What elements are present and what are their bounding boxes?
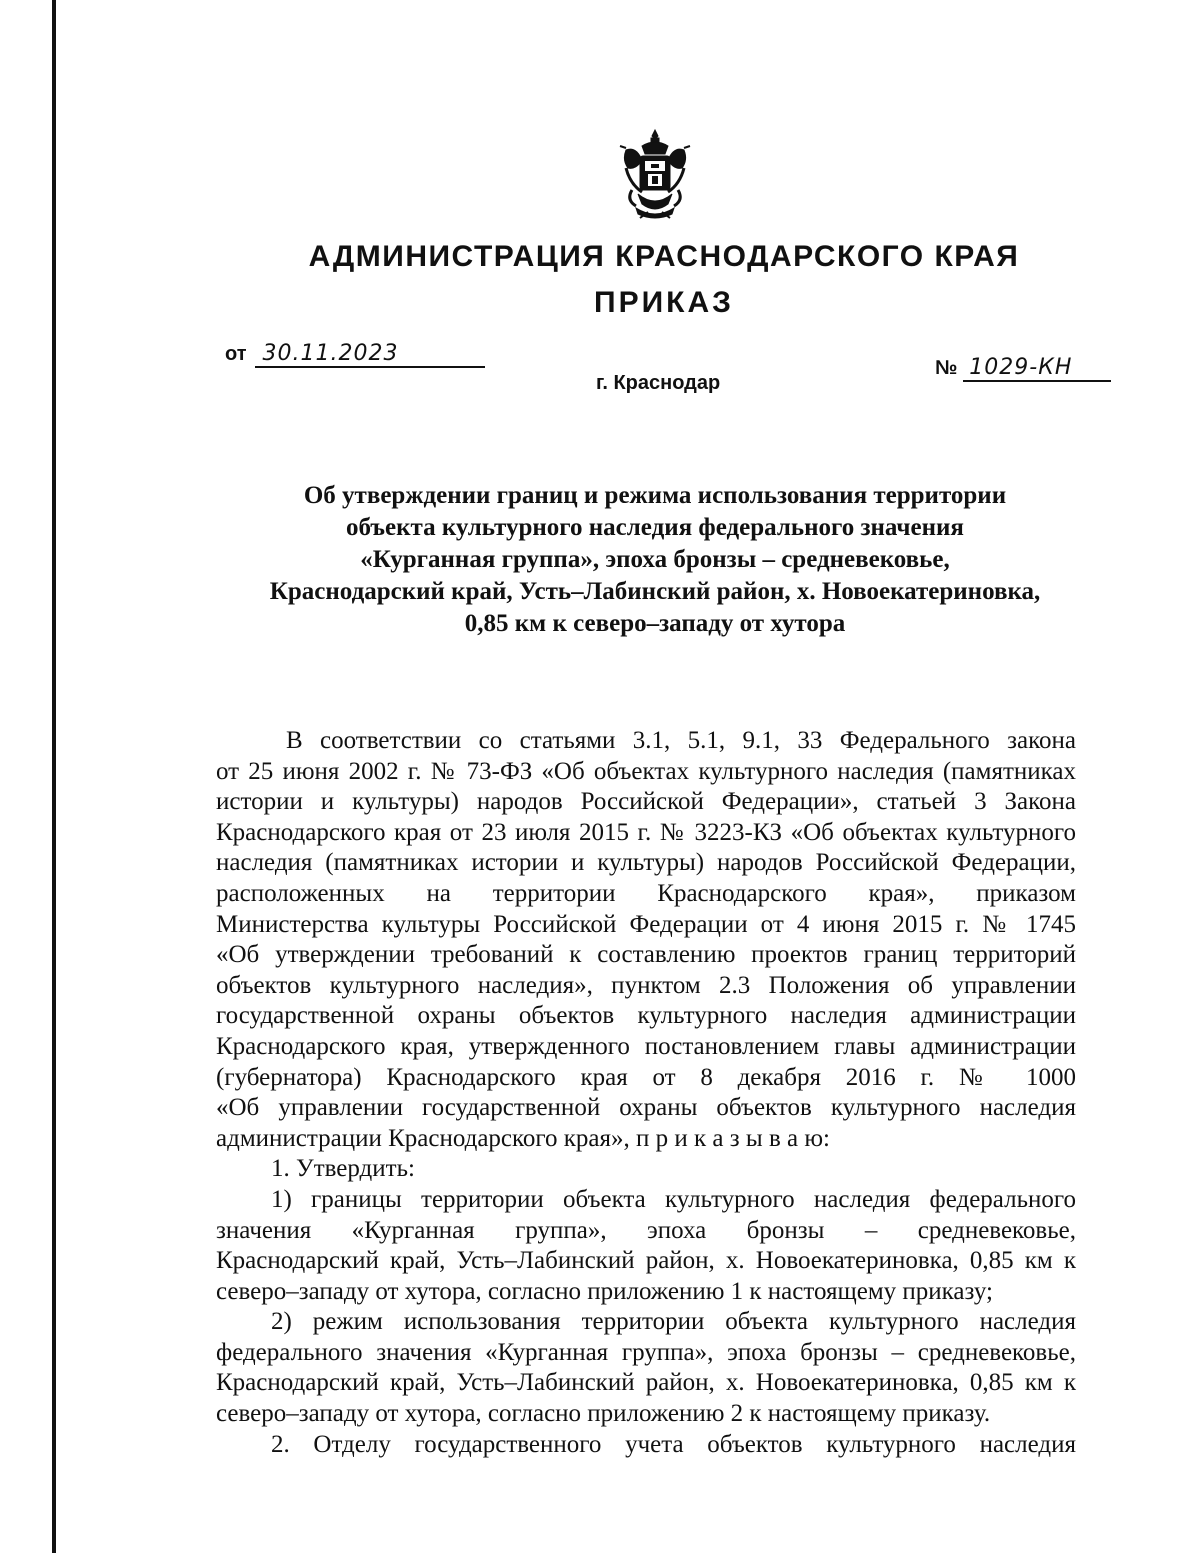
body-line: «Об управлении государственной охраны объектов культурного наследия [216, 1094, 1076, 1122]
body-line: Краснодарского края, утвержденного постановлением главы администрации [216, 1032, 1076, 1060]
document-type: ПРИКАЗ [594, 286, 734, 319]
body-line: 1) границы территории объекта культурного наследия федерального [271, 1185, 1076, 1213]
body-line: «Об утверждении требований к составлению проектов границ территорий [216, 941, 1076, 969]
body-line: 2) режим использования территории объекта культурного наследия [271, 1308, 1076, 1336]
organization-name: АДМИНИСТРАЦИЯ КРАСНОДАРСКОГО КРАЯ [308, 240, 1020, 273]
body-line: Краснодарский край, Усть–Лабинский район, х. Новоекатериновка, 0,85 км к [216, 1247, 1076, 1275]
body-line: Министерства культуры Российской Федерации от 4 июня 2015 г. № 1745 [216, 910, 1076, 938]
body-line: государственной охраны объектов культурного наследия администрации [216, 1002, 1076, 1030]
page-margin-rule [52, 0, 56, 1553]
body-line: федерального значения «Курганная группа», эпоха бронзы – средневековье, [216, 1338, 1076, 1366]
coat-of-arms-emblem [618, 128, 692, 220]
body-line: истории и культуры) народов Российской Федерации», статьей 3 Закона [216, 788, 1076, 816]
body-line: (губернатора) Краснодарского края от 8 декабря 2016 г. № 1000 [216, 1063, 1076, 1091]
body-line: В соответствии со статьями 3.1, 5.1, 9.1, 33 Федерального закона [286, 727, 1076, 754]
body-line: северо–западу от хутора, согласно приложению 2 к настоящему приказу. [216, 1400, 991, 1428]
body-line: 2. Отделу государственного учета объектов культурного наследия [271, 1430, 1076, 1458]
body-line: северо–западу от хутора, согласно приложению 1 к настоящему приказу; [216, 1277, 993, 1305]
body-line: объектов культурного наследия», пунктом 2.3 Положения об управлении [216, 971, 1076, 999]
number-field [935, 356, 1111, 382]
date-field [225, 342, 485, 368]
date-label: от [225, 343, 247, 365]
body-line: администрации Краснодарского края», п р и к а з ы в а ю: [216, 1124, 830, 1152]
body-line: Краснодарского края от 23 июля 2015 г. № 3223-КЗ «Об объектах культурного [216, 818, 1076, 846]
body-line: расположенных на территории Краснодарского края», приказом [216, 879, 1076, 907]
date-value: 30.11.2023 [255, 342, 485, 368]
title-line: объекта культурного наследия федерального значения [346, 514, 964, 541]
title-line: Об утверждении границ и режима использования территории [303, 482, 1007, 509]
city: г. Краснодар [596, 372, 721, 394]
document-title [160, 480, 1150, 640]
title-line: Краснодарский край, Усть–Лабинский район, х. Новоекатериновка, [269, 578, 1041, 605]
document-body [216, 726, 1076, 1460]
title-line: «Курганная группа», эпоха бронзы – средневековье, [360, 546, 950, 573]
body-line: Краснодарский край, Усть–Лабинский район, х. Новоекатериновка, 0,85 км к [216, 1369, 1076, 1397]
number-value: 1029-КН [963, 356, 1111, 382]
title-line: 0,85 км к северо–западу от хутора [464, 610, 846, 637]
body-line: наследия (памятниках истории и культуры) народов Российской Федерации, [216, 849, 1076, 877]
body-line: 1. Утвердить: [271, 1155, 415, 1183]
body-line: от 25 июня 2002 г. № 73-ФЗ «Об объектах культурного наследия (памятниках [216, 757, 1076, 785]
body-line: значения «Курганная группа», эпоха бронзы – средневековье, [216, 1216, 1076, 1244]
number-label: № [935, 357, 958, 379]
